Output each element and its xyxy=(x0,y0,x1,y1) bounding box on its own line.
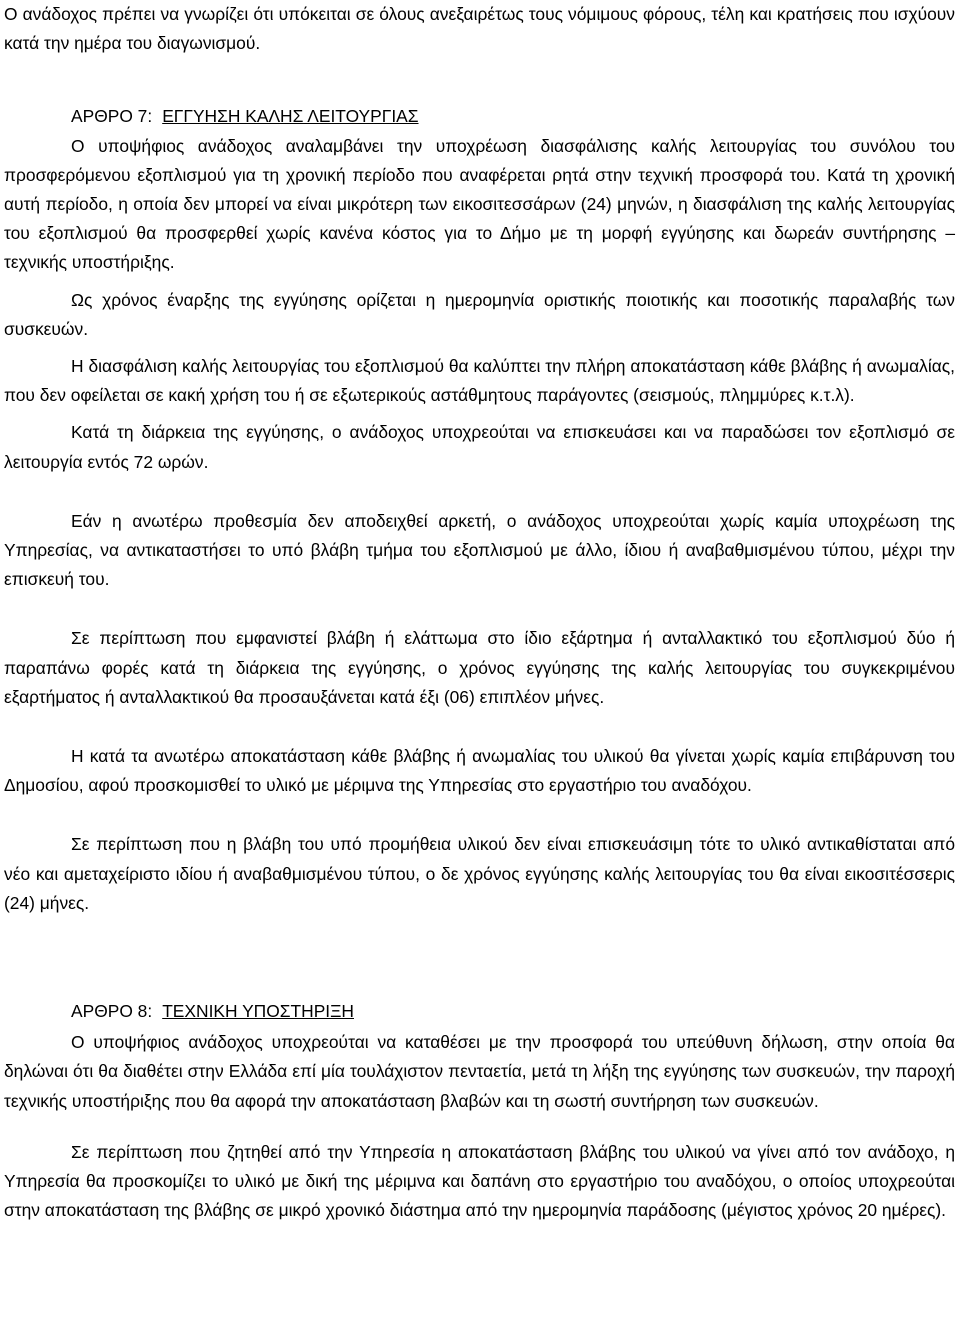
article-8-paragraph: Ο υποψήφιος ανάδοχος υποχρεούται να καταθέσει με την προσφορά του υπεύθυνη δήλωση, στην οποία θα δηλώναι ότι θα διαθέτει στην Ελλάδα επί μία τουλάχιστον πενταετία, μετά τη λήξη της εγγύησης των συσκευών, την παροχή τεχνικής υποστήριξης που θα αφορά την αποκατάσταση βλαβών και τη σωστή συντήρηση των συσκευών. xyxy=(4,1032,955,1111)
article-7-heading xyxy=(4,102,955,131)
article-7-paragraph: Εάν η ανωτέρω προθεσμία δεν αποδειχθεί αρκετή, ο ανάδοχος υποχρεούται χωρίς καμία υποχρέωση της Υπηρεσίας, να αντικαταστήσει το υπό βλάβη τμήμα του εξοπλισμού με άλλο, ίδιου ή αναβαθμισμένου τύπου, μέχρι την επισκευή του. xyxy=(4,510,955,590)
article-7-paragraph: Ο υποψήφιος ανάδοχος αναλαμβάνει την υποχρέωση διασφάλισης καλής λειτουργίας του συνόλου του προσφερόμενου εξοπλισμού για τη χρονική περίοδο που αναφέρεται ρητά στην τεχνική προσφορά του. Κατά τη χρονική αυτή περίοδο, η οποία δεν μπορεί να είναι μικρότερη των εικοσιτεσσάρων (24) μηνών, η διασφάλιση της καλής λειτουργίας του εξοπλισμού θα προσφερθεί χωρίς κανένα κόστος για το Δήμο με τη μορφή εγγύησης και δωρεάν συντήρησης – τεχνικής υποστήριξης. xyxy=(4,135,955,273)
article-7-paragraph: Ως χρόνος έναρξης της εγγύησης ορίζεται η ημερομηνία οριστικής ποιοτικής και ποσοτικής παραλαβής των συσκευών. xyxy=(4,289,955,339)
document-page xyxy=(4,0,955,1226)
article-7-title: ΕΓΓΥΗΣΗ ΚΑΛΗΣ ΛΕΙΤΟΥΡΓΙΑΣ xyxy=(162,106,419,127)
article-7-paragraph: Σε περίπτωση που εμφανιστεί βλάβη ή ελάττωμα στο ίδιο εξάρτημα ή ανταλλακτικό του εξοπλισμού δύο ή παραπάνω φορές κατά τη διάρκεια της εγγύησης, ο χρόνος εγγύησης της καλής λειτουργίας του συγκεκριμένου εξαρτήματος ή ανταλλακτικού θα προσαυξάνεται κατά έξι (06) επιπλέον μήνες. xyxy=(4,628,955,707)
article-7-paragraph: Κατά τη διάρκεια της εγγύησης, ο ανάδοχος υποχρεούται να επισκευάσει και να παραδώσει τον εξοπλισμό σε λειτουργία εντός 72 ωρών. xyxy=(4,422,955,472)
article-8-paragraph: Σε περίπτωση που ζητηθεί από την Υπηρεσία η αποκατάσταση βλάβης του υλικού να γίνει από τον ανάδοχο, η Υπηρεσία θα προσκομίζει το υλικό με δική της μέριμνα και δαπάνη στο εργαστήριο του αναδόχου, ο οποίος υποχρεούται στην αποκατάσταση της βλάβης σε μικρό χρονικό διάστημα από την ημερομηνία παράδοσης (μέγιστος χρόνος 20 ημέρες). xyxy=(4,1141,955,1221)
article-8-title: ΤΕΧΝΙΚΗ ΥΠΟΣΤΗΡΙΞΗ xyxy=(162,1001,354,1022)
article-7-paragraph: Η διασφάλιση καλής λειτουργίας του εξοπλισμού θα καλύπτει την πλήρη αποκατάσταση κάθε βλάβης ή ανωμαλίας, που δεν οφείλεται σε κακή χρήση του ή σε εξωτερικούς αστάθμητους παράγοντες (σεισμούς, πλημμύρες κ.τ.λ). xyxy=(4,356,955,406)
article-8-heading xyxy=(4,997,955,1026)
article-7-number: ΑΡΘΡΟ 7: xyxy=(71,106,153,127)
intro-paragraph: Ο ανάδοχος πρέπει να γνωρίζει ότι υπόκειται σε όλους ανεξαιρέτως τους νόμιμους φόρους, τέλη και κρατήσεις που ισχύουν κατά την ημέρα του διαγωνισμού. xyxy=(4,4,955,54)
article-7-paragraph: Η κατά τα ανωτέρω αποκατάσταση κάθε βλάβης ή ανωμαλίας του υλικού θα γίνεται χωρίς καμία επιβάρυνση του Δημοσίου, αφού προσκομισθεί το υλικό με μέριμνα της Υπηρεσίας στο εργαστήριο του αναδόχου. xyxy=(4,746,955,796)
article-8-number: ΑΡΘΡΟ 8: xyxy=(71,1001,153,1022)
article-7-paragraph: Σε περίπτωση που η βλάβη του υπό προμήθεια υλικού δεν είναι επισκευάσιμη τότε το υλικό αντικαθίσταται από νέο και αμεταχείριστο ιδίου ή αναβαθμισμένου τύπου, ο δε χρόνος εγγύησης καλής λειτουργίας του θα είναι εικοσιτέσσερις (24) μήνες. xyxy=(4,834,955,913)
